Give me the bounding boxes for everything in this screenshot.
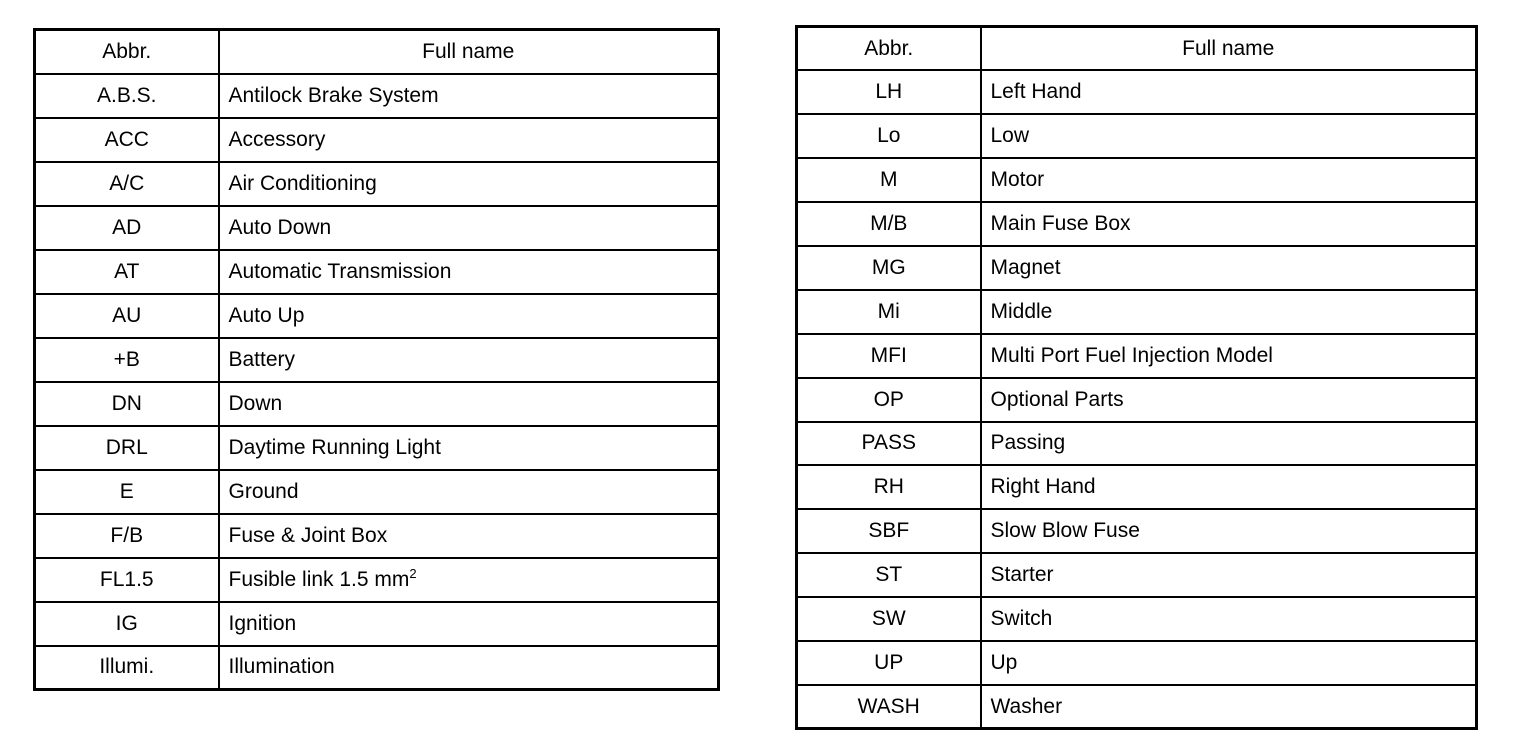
- header-full-name: Full name: [981, 27, 1477, 71]
- full-name-cell: Main Fuse Box: [981, 202, 1477, 246]
- table-row: [35, 558, 719, 602]
- table-row: [797, 553, 1477, 597]
- table-header-row: [797, 27, 1477, 71]
- full-name-cell: Washer: [981, 685, 1477, 729]
- table-row: [797, 334, 1477, 378]
- full-name-cell: Automatic Transmission: [219, 250, 719, 294]
- table-row: [35, 118, 719, 162]
- full-name-cell: Fuse & Joint Box: [219, 514, 719, 558]
- abbr-cell: DN: [35, 382, 219, 426]
- table-row: [35, 250, 719, 294]
- abbr-cell: DRL: [35, 426, 219, 470]
- table-row: [35, 646, 719, 690]
- abbr-cell: SBF: [797, 509, 981, 553]
- table-row: [35, 74, 719, 118]
- table-row: [797, 422, 1477, 466]
- table-row: [797, 290, 1477, 334]
- abbr-cell: F/B: [35, 514, 219, 558]
- abbr-cell: WASH: [797, 685, 981, 729]
- table-row: [797, 202, 1477, 246]
- full-name-cell: Ignition: [219, 602, 719, 646]
- abbr-cell: IG: [35, 602, 219, 646]
- abbreviation-table-left: [33, 28, 720, 691]
- abbr-cell: AU: [35, 294, 219, 338]
- full-name-cell: [219, 558, 719, 602]
- full-name-cell: Up: [981, 641, 1477, 685]
- table-row: [35, 338, 719, 382]
- full-name-cell: Multi Port Fuel Injection Model: [981, 334, 1477, 378]
- table-row: [35, 294, 719, 338]
- full-name-cell: Right Hand: [981, 465, 1477, 509]
- full-name-cell: Optional Parts: [981, 378, 1477, 422]
- full-name-cell: Illumination: [219, 646, 719, 690]
- abbr-cell: RH: [797, 465, 981, 509]
- full-name-cell: Low: [981, 114, 1477, 158]
- table-row: [797, 465, 1477, 509]
- full-name-cell: Daytime Running Light: [219, 426, 719, 470]
- table-row: [35, 162, 719, 206]
- abbr-cell: OP: [797, 378, 981, 422]
- full-name-cell: Air Conditioning: [219, 162, 719, 206]
- header-abbr: Abbr.: [35, 30, 219, 74]
- full-name-cell: Magnet: [981, 246, 1477, 290]
- abbr-cell: UP: [797, 641, 981, 685]
- full-name-cell: Accessory: [219, 118, 719, 162]
- table-row: [35, 426, 719, 470]
- table-row: [797, 597, 1477, 641]
- abbr-cell: ACC: [35, 118, 219, 162]
- abbr-cell: Illumi.: [35, 646, 219, 690]
- full-name-cell: Auto Down: [219, 206, 719, 250]
- abbr-cell: FL1.5: [35, 558, 219, 602]
- table-header-row: [35, 30, 719, 74]
- table-row: [35, 470, 719, 514]
- table-row: [35, 206, 719, 250]
- full-name-cell: Antilock Brake System: [219, 74, 719, 118]
- full-name-cell: Slow Blow Fuse: [981, 509, 1477, 553]
- header-full-name: Full name: [219, 30, 719, 74]
- abbr-cell: MG: [797, 246, 981, 290]
- abbreviation-table-right: [795, 25, 1478, 730]
- table-row: [797, 158, 1477, 202]
- full-name-cell: Left Hand: [981, 70, 1477, 114]
- abbr-cell: PASS: [797, 422, 981, 466]
- abbr-cell: SW: [797, 597, 981, 641]
- full-name-cell: Down: [219, 382, 719, 426]
- table-row: [35, 514, 719, 558]
- abbr-cell: +B: [35, 338, 219, 382]
- table-row: [797, 378, 1477, 422]
- table-row: [797, 246, 1477, 290]
- full-name-cell: Middle: [981, 290, 1477, 334]
- abbr-cell: A.B.S.: [35, 74, 219, 118]
- full-name-text: Fusible link 1.5 mm: [228, 567, 410, 591]
- abbr-cell: LH: [797, 70, 981, 114]
- abbr-cell: E: [35, 470, 219, 514]
- full-name-cell: Starter: [981, 553, 1477, 597]
- superscript: 2: [409, 565, 417, 581]
- abbr-cell: MFI: [797, 334, 981, 378]
- table-row: [797, 685, 1477, 729]
- full-name-cell: Passing: [981, 422, 1477, 466]
- abbr-cell: Lo: [797, 114, 981, 158]
- abbr-cell: M: [797, 158, 981, 202]
- full-name-cell: Motor: [981, 158, 1477, 202]
- abbr-cell: M/B: [797, 202, 981, 246]
- abbr-cell: A/C: [35, 162, 219, 206]
- table-row: [797, 114, 1477, 158]
- table-row: [797, 70, 1477, 114]
- table-row: [797, 509, 1477, 553]
- abbr-cell: AD: [35, 206, 219, 250]
- full-name-cell: Battery: [219, 338, 719, 382]
- abbr-cell: ST: [797, 553, 981, 597]
- full-name-cell: Ground: [219, 470, 719, 514]
- abbr-cell: AT: [35, 250, 219, 294]
- table-row: [35, 382, 719, 426]
- full-name-cell: Auto Up: [219, 294, 719, 338]
- abbr-cell: Mi: [797, 290, 981, 334]
- full-name-cell: Switch: [981, 597, 1477, 641]
- header-abbr: Abbr.: [797, 27, 981, 71]
- table-row: [35, 602, 719, 646]
- table-row: [797, 641, 1477, 685]
